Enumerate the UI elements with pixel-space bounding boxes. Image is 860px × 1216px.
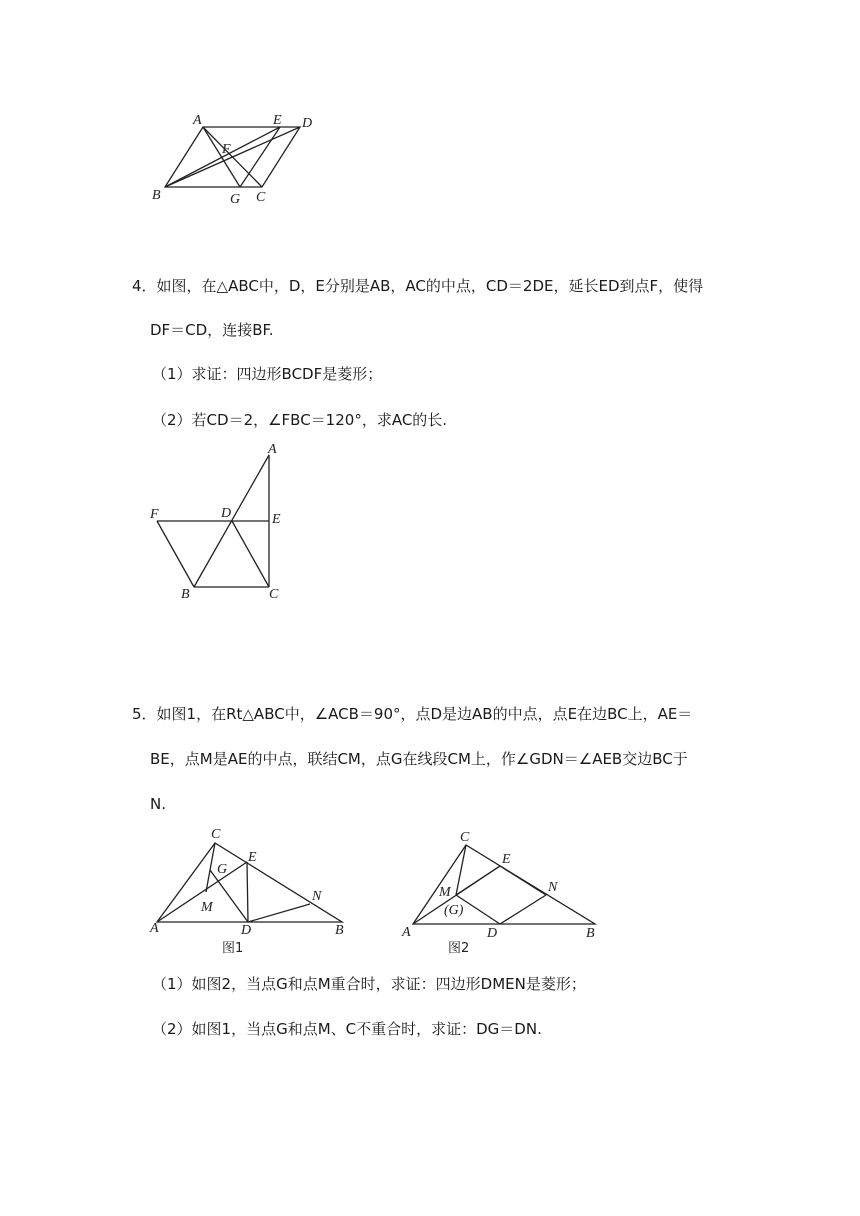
problem5-part1: （1）如图2，当点G和点M重合时，求证：四边形DMEN是菱形； bbox=[152, 975, 586, 993]
problem5-line1: 5．如图1，在Rt△ABC中，∠ACB＝90°，点D是边AB的中点，点E在边BC上，AE＝ bbox=[132, 705, 693, 723]
segment-gd bbox=[210, 870, 248, 922]
label-c: C bbox=[256, 190, 266, 205]
problem4-line1: 4．如图，在△ABC中，D，E分别是AB，AC的中点，CD＝2DE，延长ED到点F，使得 bbox=[132, 277, 704, 295]
label-m: M bbox=[201, 900, 213, 915]
caption-figure1: 图1 bbox=[222, 941, 244, 956]
segment-dc bbox=[232, 521, 269, 587]
segment-en bbox=[500, 866, 546, 895]
label-d: D bbox=[221, 506, 232, 521]
label-d: D bbox=[241, 923, 252, 938]
label-g: G bbox=[230, 192, 241, 207]
segment-fb bbox=[157, 521, 194, 587]
label-n: N bbox=[312, 889, 322, 904]
label-e: E bbox=[273, 113, 282, 128]
segment-eg bbox=[240, 127, 280, 187]
label-d: D bbox=[487, 926, 498, 941]
label-g: G bbox=[217, 862, 228, 877]
problem5-figure1 bbox=[145, 822, 355, 957]
caption-figure2: 图2 bbox=[448, 941, 470, 956]
problem5-figure2 bbox=[395, 822, 605, 957]
label-a: A bbox=[402, 925, 411, 940]
problem4-part2: （2）若CD＝2，∠FBC＝120°，求AC的长. bbox=[152, 411, 448, 429]
segment-ag bbox=[203, 127, 240, 187]
problem4-line2: DF＝CD，连接BF. bbox=[150, 321, 274, 339]
label-f: F bbox=[222, 142, 231, 157]
label-b: B bbox=[335, 923, 344, 938]
label-c: C bbox=[460, 830, 470, 845]
label-b: B bbox=[586, 926, 595, 941]
label-g: (G) bbox=[444, 903, 464, 918]
problem4-figure bbox=[145, 438, 295, 603]
label-d: D bbox=[302, 116, 313, 131]
label-c: C bbox=[269, 587, 279, 602]
label-e: E bbox=[272, 512, 281, 527]
segment-me bbox=[456, 866, 500, 895]
label-c: C bbox=[211, 827, 221, 842]
problem5-part2: （2）如图1，当点G和点M、C不重合时，求证：DG＝DN. bbox=[152, 1020, 542, 1038]
label-m: M bbox=[439, 885, 451, 900]
label-a: A bbox=[150, 921, 159, 936]
label-a: A bbox=[193, 113, 202, 128]
label-f: F bbox=[150, 507, 159, 522]
segment-ed bbox=[247, 862, 248, 922]
segment-bd bbox=[165, 127, 300, 187]
segment-dn bbox=[500, 895, 546, 924]
segment-be bbox=[165, 127, 280, 187]
label-e: E bbox=[502, 852, 511, 867]
label-e: E bbox=[248, 850, 257, 865]
label-n: N bbox=[548, 880, 558, 895]
problem4-part1: （1）求证：四边形BCDF是菱形； bbox=[152, 365, 383, 383]
problem5-line2: BE，点M是AE的中点，联结CM，点G在线段CM上，作∠GDN＝∠AEB交边BC于 bbox=[150, 750, 688, 768]
parallelogram-figure bbox=[145, 110, 325, 210]
label-a: A bbox=[268, 442, 277, 457]
label-b: B bbox=[181, 587, 190, 602]
label-b: B bbox=[152, 188, 161, 203]
problem5-line3: N. bbox=[150, 795, 166, 813]
segment-dn bbox=[248, 904, 310, 922]
